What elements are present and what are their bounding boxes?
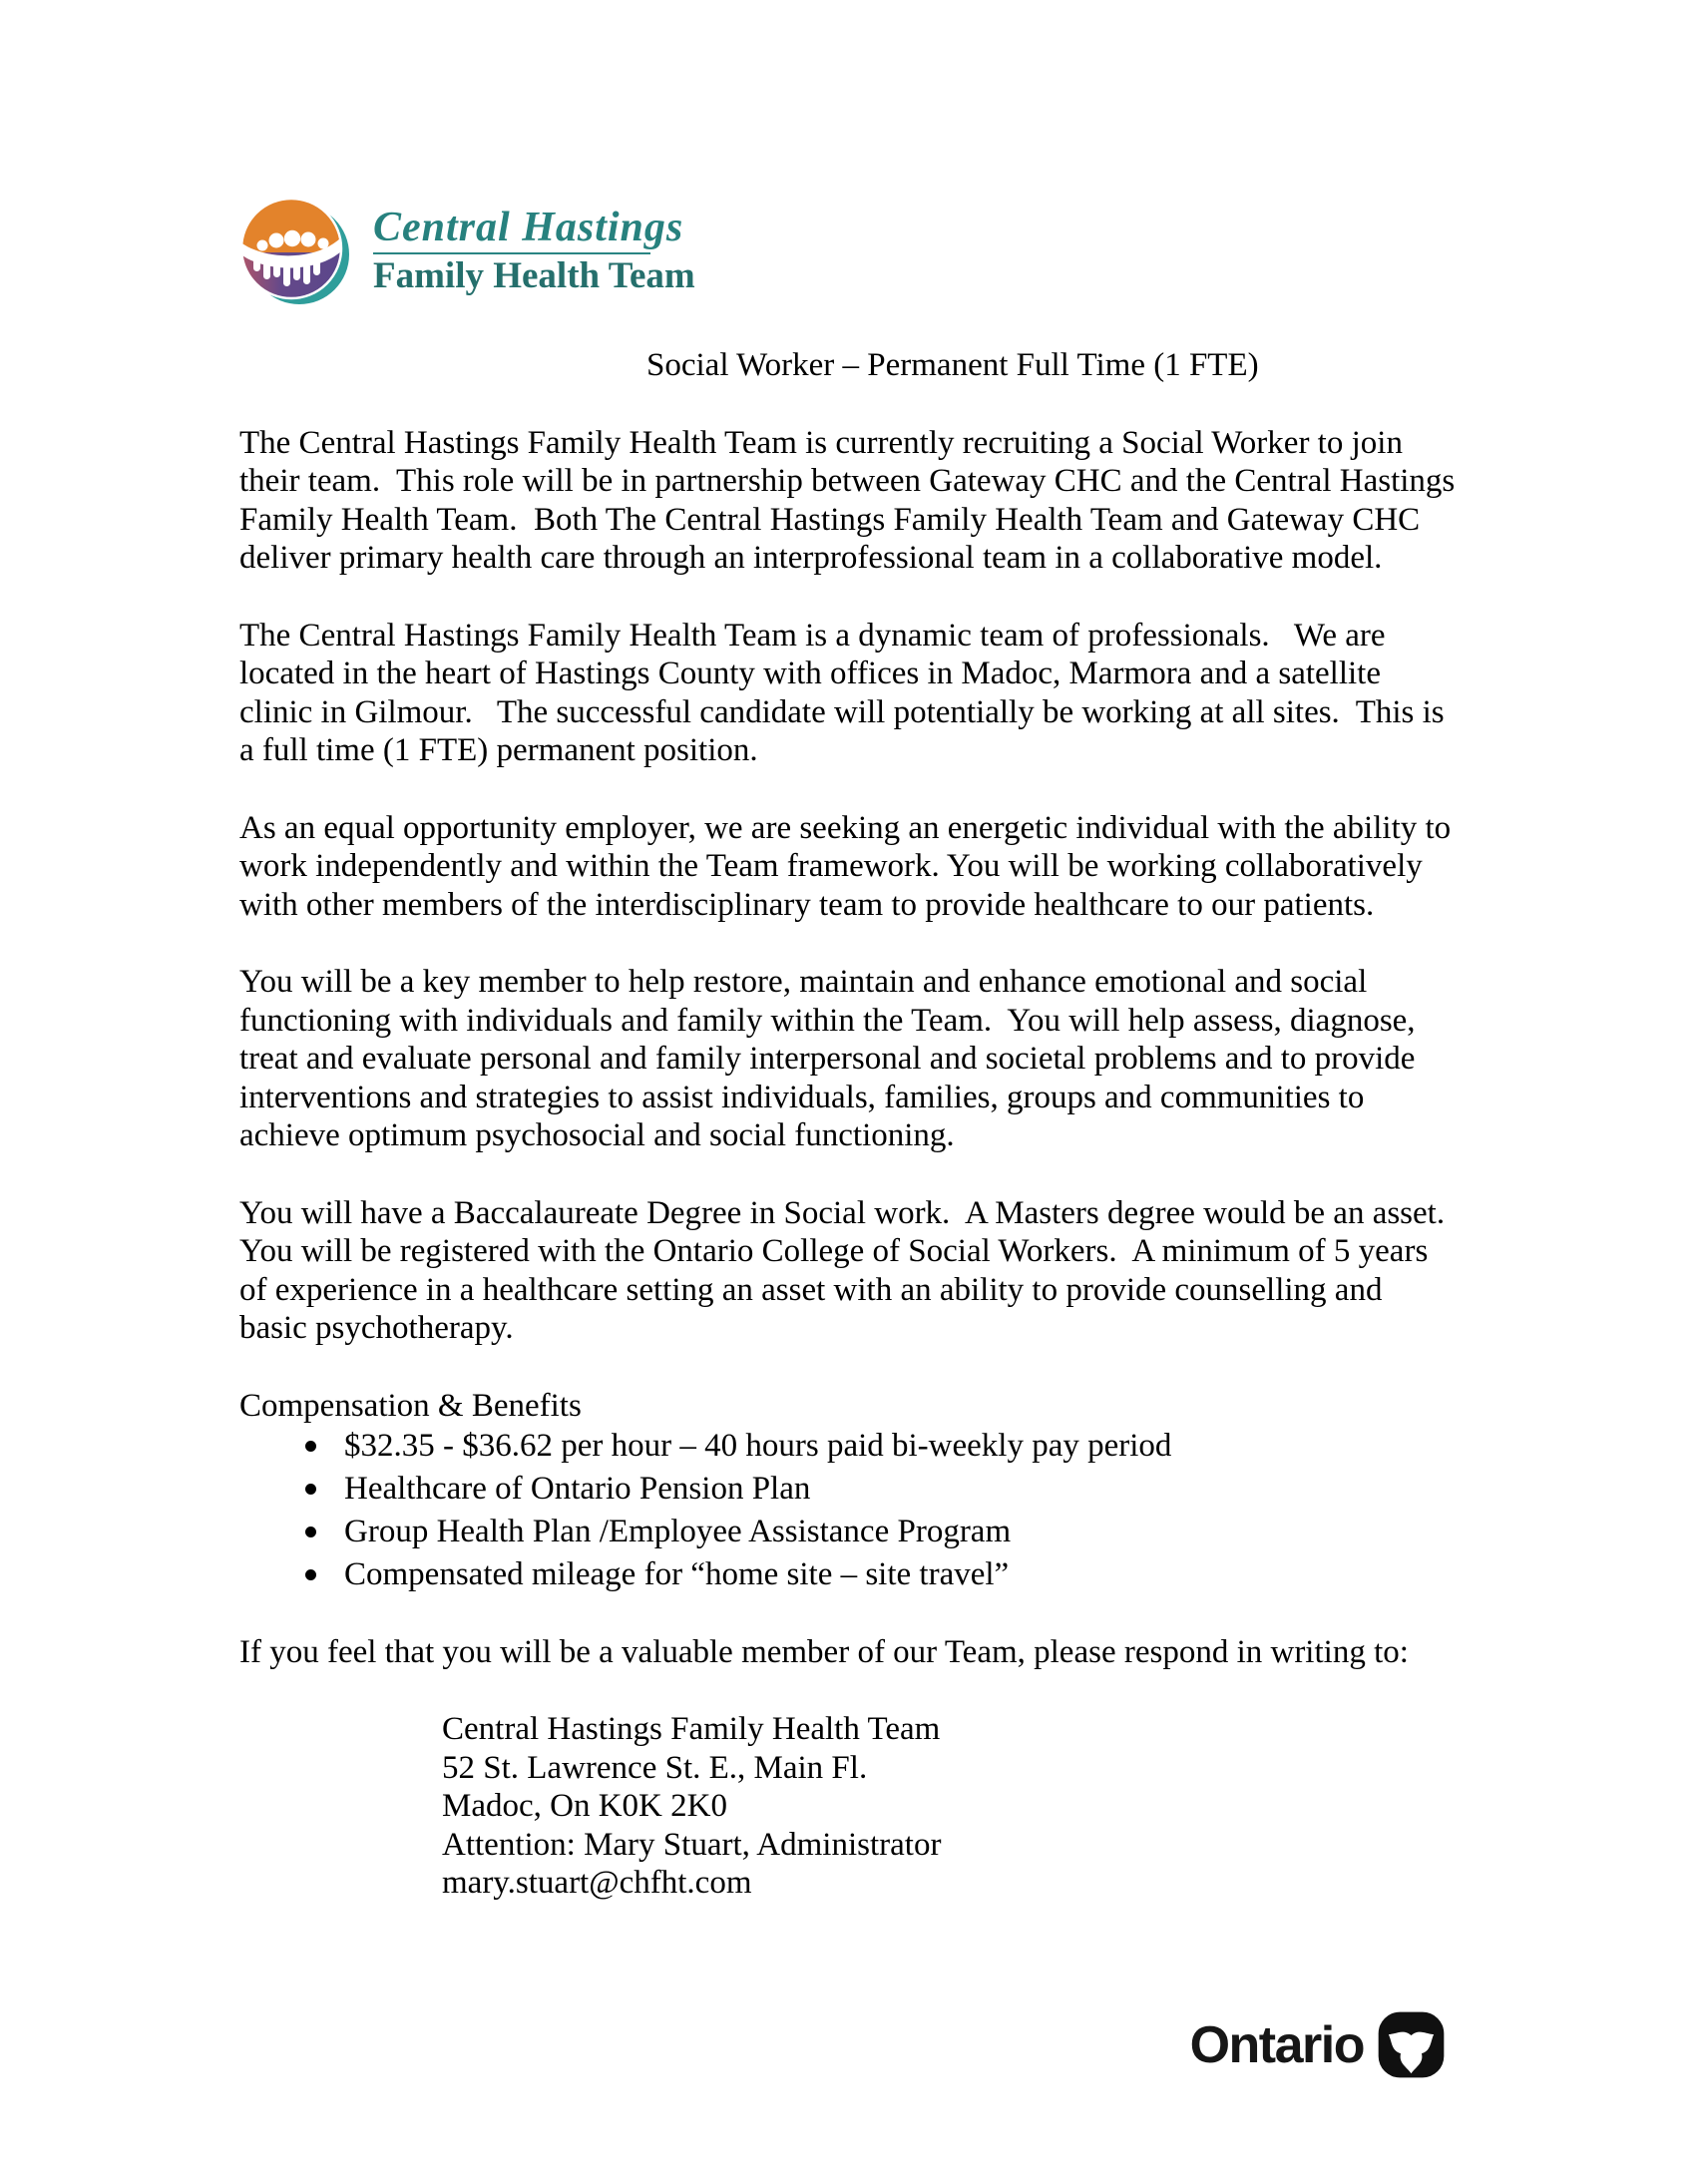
address-line-attention: Attention: Mary Stuart, Administrator xyxy=(442,1826,942,1863)
chfht-logo xyxy=(239,195,1457,306)
compensation-heading: Compensation & Benefits xyxy=(239,1387,582,1424)
paragraph-opportunity: As an equal opportunity employer, we are seeking an energetic individual with the ability to work independently and within the Team framework. You will be working collaboratively with other members of the interdisciplinary team to provide healthcare to our patients. xyxy=(239,809,1460,923)
paragraph-role: You will be a key member to help restore, maintain and enhance emotional and social functioning with individuals and family within the Team. You will help assess, diagnose, treat and evaluate personal and family interpersonal and societal problems and to provide interventions and strategies to assist individuals, families, groups and communities to achieve optimum psychosocial and social functioning. xyxy=(239,964,1424,1153)
paragraph-team: The Central Hastings Family Health Team is a dynamic team of professionals. We are located in the heart of Hastings County with offices in Madoc, Marmora and a satellite clinic in Gilmour. The successful candidate will potentially be working at all sites. This is a full time (1 FTE) permanent position. xyxy=(239,617,1453,768)
address-line-org: Central Hastings Family Health Team xyxy=(442,1711,941,1747)
ontario-logo xyxy=(1190,2011,1445,2078)
chfht-logo-text xyxy=(373,206,695,296)
ontario-trillium-icon xyxy=(1378,2011,1445,2078)
ontario-wordmark: Ontario xyxy=(1189,2015,1364,2074)
address-line-city: Madoc, On K0K 2K0 xyxy=(442,1788,727,1824)
bullet-item-mileage: Compensated mileage for “home site – site travel” xyxy=(239,1555,1457,1594)
address-block xyxy=(442,1710,1457,1903)
logo-line2: Family Health Team xyxy=(373,254,695,296)
closing-line: If you feel that you will be a valuable member of our Team, please respond in writing to: xyxy=(239,1633,1409,1670)
logo-divider xyxy=(373,252,650,254)
paragraph-intro: The Central Hastings Family Health Team is currently recruiting a Social Worker to join their team. This role will be in partnership between Gateway CHC and the Central Hastings Family Health Team. Both The Central Hastings Family Health Team and Gateway CHC deliver primary health care through an interprofessional team in a collaborative model. xyxy=(239,424,1464,576)
logo-line1: Central Hastings xyxy=(373,204,684,250)
address-line-street: 52 St. Lawrence St. E., Main Fl. xyxy=(442,1749,868,1786)
bullet-item-pension: Healthcare of Ontario Pension Plan xyxy=(239,1470,1457,1509)
bullet-item-pay: $32.35 - $36.62 per hour – 40 hours paid bi-weekly pay period xyxy=(239,1427,1457,1466)
people-circle-icon xyxy=(239,196,349,305)
bullet-item-health-plan: Group Health Plan /Employee Assistance Program xyxy=(239,1513,1457,1551)
paragraph-qualifications: You will have a Baccalaureate Degree in Social work. A Masters degree would be an asset. You will be registered with the Ontario College of Social Workers. A minimum of 5 years of experience in a healthcare setting an asset with an ability to provide counselling and basic psychotherapy. xyxy=(239,1194,1461,1346)
page-title: Social Worker – Permanent Full Time (1 FTE) xyxy=(646,347,1259,383)
benefits-list xyxy=(239,1427,1457,1594)
address-line-email: mary.stuart@chfht.com xyxy=(442,1865,752,1901)
